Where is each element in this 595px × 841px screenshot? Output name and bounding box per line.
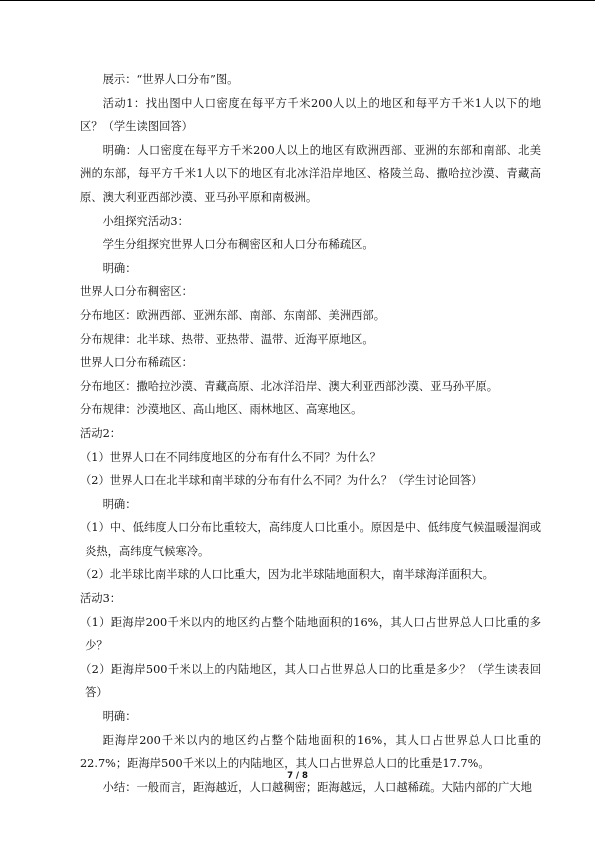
paragraph: （2）世界人口在北半球和南半球的分布有什么不同？为什么？（学生讨论回答） [80,474,483,488]
paragraph: （2）北半球比南半球的人口比重大，因为北半球陆地面积大，南半球海洋面积大。 [80,568,494,582]
paragraph: 小结：一般而言，距海越近，人口越稠密；距海越远，人口越稀疏。大陆内部的广大地 [102,780,532,794]
paragraph: 分布地区：欧洲西部、亚洲东部、南部、东南部、美洲西部。 [80,308,386,322]
paragraph: 明确： [102,497,137,511]
paragraph: 活动1：找出图中人口密度在每平方千米200人以上的地区和每平方千米1人以下的地区？（学生读图回答） [80,96,541,134]
paragraph: 学生分组探究世界人口分布稠密区和人口分布稀疏区。 [102,238,374,252]
paragraph: 小组探究活动3： [102,214,189,228]
document-body [80,68,541,799]
paragraph: 明确： [102,710,137,724]
paragraph: （1）距海岸200千米以内的地区约占整个陆地面积的16%，其人口占世界总人口比重的多少？ [80,615,541,653]
paragraph: 活动2： [80,426,122,440]
paragraph: 分布规律：沙漠地区、高山地区、雨林地区、高寒地区。 [80,403,363,417]
paragraph: 活动3： [80,592,122,606]
paragraph: 明确： [102,261,137,275]
paragraph: 世界人口分布稀疏区： [80,356,193,370]
top-rule [0,0,595,1]
paragraph: 展示：“世界人口分布”图。 [102,73,239,86]
paragraph: （2）距海岸500千米以上的内陆地区，其人口占世界总人口的比重是多少？（学生读表回答） [80,662,541,700]
paragraph: （1）中、低纬度人口分布比重较大，高纬度人口比重小。原因是中、低纬度气候温暖湿润或炎热，高纬度气候寒冷。 [80,521,541,558]
page-number: 7 / 8 [287,771,308,781]
paragraph: 世界人口分布稠密区： [80,285,193,299]
paragraph: 明确：人口密度在每平方千米200人以上的地区有欧洲西部、亚洲的东部和南部、北美洲的东部，每平方千米1人以下的地区有北冰洋沿岸地区、格陵兰岛、撒哈拉沙漠、青藏高原、澳大利亚西部沙漠、亚马孙平原和南极洲。 [80,143,541,204]
paragraph: 分布规律：北半球、热带、亚热带、温带、近海平原地区。 [80,332,374,346]
paragraph: （1）世界人口在不同纬度地区的分布有什么不同？为什么？ [80,450,381,464]
paragraph: 距海岸200千米以内的地区约占整个陆地面积的16%，其人口占世界总人口比重的22.7%；距海岸500千米以上的内陆地区，其人口占世界总人口的比重是17.7%。 [80,733,541,771]
paragraph: 分布地区：撒哈拉沙漠、青藏高原、北冰洋沿岸、澳大利亚西部沙漠、亚马孙平原。 [80,379,498,393]
